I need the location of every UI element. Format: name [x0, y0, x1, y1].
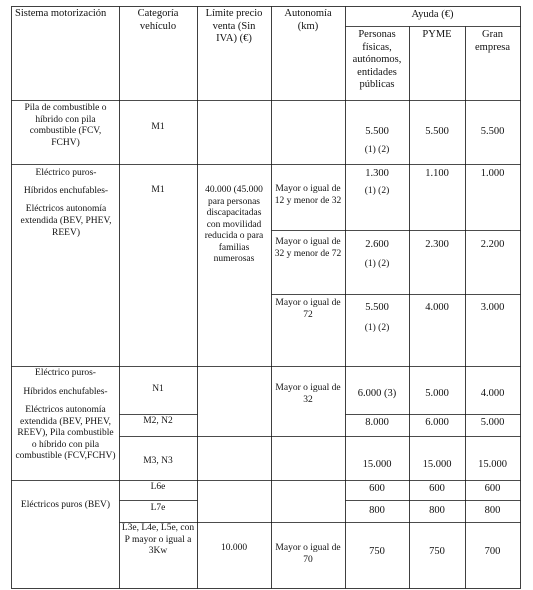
bev-l7e-gran: 800: [484, 505, 501, 516]
bev-l3e-autonomia: Mayor o igual de 70: [275, 543, 341, 565]
bev-l7e-categoria: L7e: [150, 503, 166, 513]
header-gran: Gran empresa: [475, 29, 510, 53]
n-m2-pyme: 6.000: [425, 417, 449, 428]
fcv-personas-note: (1) (2): [364, 145, 390, 155]
bev-l6e-personas: 600: [369, 483, 385, 494]
header-autonomia: Autonomía (km): [284, 8, 332, 32]
n-m3-gran: 15.000: [478, 459, 507, 470]
m1-tier1-personas: 1.300: [365, 168, 389, 179]
n-n1-categoria: N1: [152, 384, 164, 394]
m1-categoria: M1: [151, 185, 165, 195]
bev-sistema: Eléctricos puros (BEV): [20, 500, 111, 510]
n-m3-pyme: 15.000: [422, 459, 452, 470]
m1-limite: 40.000 (45.000 para personas discapacitadas con movilidad reducida o para familias numerosas: [204, 185, 264, 264]
bev-l3e-personas: 750: [369, 546, 385, 557]
n-n1-pyme: 5.000: [425, 388, 449, 399]
bev-l3e-gran: 700: [484, 546, 501, 557]
m1-tier1-gran: 1.000: [480, 168, 505, 179]
n-m3-categoria: M3, N3: [143, 456, 173, 466]
m1-tier3-pyme: 4.000: [425, 302, 449, 313]
bev-l7e-pyme: 800: [429, 505, 445, 516]
m1-tier3-autonomia: Mayor o igual de 72: [275, 298, 341, 320]
m1-tier3-gran: 3.000: [480, 302, 505, 313]
m1-tier3-note: (1) (2): [364, 323, 390, 333]
m1-tier2-pyme: 2.300: [425, 239, 449, 250]
n-m3-personas: 15.000: [362, 459, 392, 470]
header-sistema: Sistema motorización: [15, 8, 107, 19]
bev-l3e-pyme: 750: [429, 546, 445, 557]
n-sistema: Eléctrico puros- Híbridos enchufables- Eléctricos autonomía extendida (BEV, PHEV, REEV), Pila combustible o híbrido con pila combustible (FCV,FCHV): [15, 368, 116, 461]
n-m2-personas: 8.000: [365, 417, 389, 428]
bev-l3e-limite: 10.000: [220, 543, 248, 553]
n-autonomia: Mayor o igual de 32: [275, 383, 341, 405]
bev-l6e-pyme: 600: [429, 483, 445, 494]
n-m2-categoria: M2, N2: [143, 416, 173, 426]
n-n1-gran: 4.000: [480, 388, 505, 399]
header-pyme: PYME: [422, 29, 452, 40]
n-m2-gran: 5.000: [480, 417, 505, 428]
fcv-pyme: 5.500: [425, 126, 449, 137]
header-personas: Personas físicas, autónomos, entidades públicas: [352, 29, 402, 90]
fcv-categoria: M1: [151, 122, 165, 132]
bev-l7e-personas: 800: [369, 505, 385, 516]
m1-tier1-autonomia: Mayor o igual de 12 y menor de 32: [274, 184, 342, 206]
header-limite: Límite precio venta (Sin IVA) (€): [205, 8, 263, 44]
m1-tier2-note: (1) (2): [364, 259, 390, 269]
n-n1-personas: 6.000 (3): [357, 388, 397, 399]
m1-tier1-pyme: 1.100: [425, 168, 449, 179]
fcv-sistema: Pila de combustible o híbrido con pila combustible (FCV, FCHV): [24, 103, 107, 148]
header-ayuda: Ayuda (€): [411, 9, 454, 20]
m1-sistema: Eléctrico puros- Híbridos enchufables- Eléctricos autonomía extendida (BEV, PHEV, REEV): [20, 168, 112, 238]
m1-tier3-personas: 5.500: [365, 302, 389, 313]
bev-l3e-categoria: L3e, L4e, L5e, con P mayor o igual a 3Kw: [121, 523, 195, 556]
m1-tier1-note: (1) (2): [364, 186, 390, 196]
header-categoria: Categoría vehículo: [137, 8, 179, 32]
m1-tier2-gran: 2.200: [480, 239, 505, 250]
m1-tier2-personas: 2.600: [365, 239, 389, 250]
bev-l6e-gran: 600: [484, 483, 501, 494]
fcv-gran: 5.500: [480, 126, 505, 137]
bev-l6e-categoria: L6e: [150, 482, 166, 492]
m1-tier2-autonomia: Mayor o igual de 32 y menor de 72: [274, 237, 342, 259]
fcv-personas: 5.500: [365, 126, 389, 137]
